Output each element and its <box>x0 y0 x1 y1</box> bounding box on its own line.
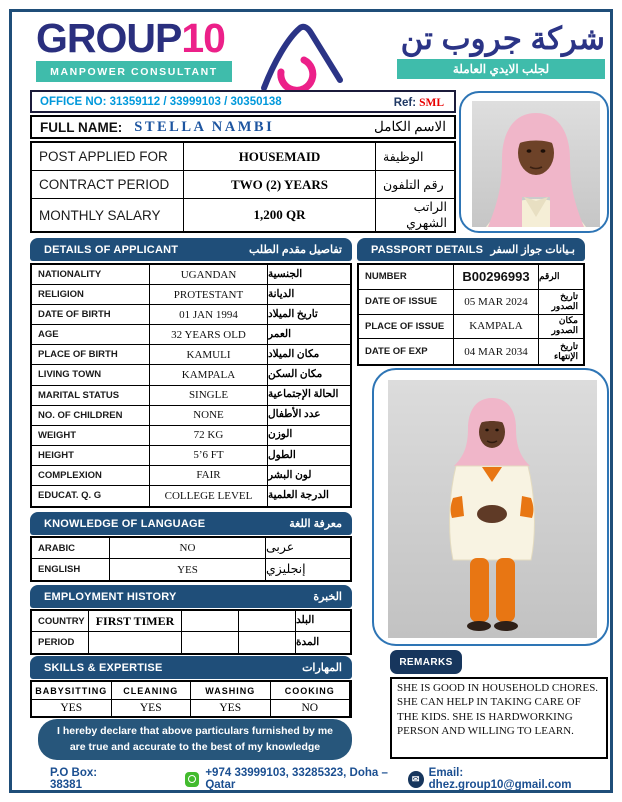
employment-section-header <box>30 585 352 608</box>
email-block <box>408 767 598 791</box>
employment-section-title-arabic: الخبرة <box>313 591 342 603</box>
applicant-row-value: NONE <box>150 406 268 426</box>
skills-column-header: BABYSITTING <box>32 682 112 700</box>
applicant-row-label: NATIONALITY <box>32 265 150 285</box>
applicant-row-arabic: العمر <box>268 325 350 345</box>
passport-row-arabic: الرقم <box>539 265 583 290</box>
employment-row-arabic: البلد <box>296 611 350 632</box>
passport-section-title: PASSPORT DETAILS <box>371 243 484 256</box>
applicant-row-value: KAMULI <box>150 345 268 365</box>
brand-tagline-band: MANPOWER CONSULTANT <box>36 61 232 82</box>
email-text: Email: dhez.group10@gmail.com <box>428 767 572 791</box>
applicant-row-label: NO. OF CHILDREN <box>32 406 150 426</box>
language-table <box>30 536 352 582</box>
brand-logo-word: GROUP <box>36 15 182 61</box>
applicant-row-value: 32 YEARS OLD <box>150 325 268 345</box>
applicant-row-arabic: مكان السكن <box>268 365 350 385</box>
position-row-label: MONTHLY SALARY <box>32 199 184 231</box>
full-name-arabic: الاسم الكامل <box>373 119 446 134</box>
full-name-label: FULL NAME: <box>40 119 123 135</box>
skills-value: YES <box>191 700 271 716</box>
skills-section-header <box>30 656 352 679</box>
skills-value: YES <box>112 700 192 716</box>
language-row-label: ENGLISH <box>32 559 110 580</box>
applicant-row-value: PROTESTANT <box>150 285 268 305</box>
applicant-row-arabic: الحالة الإجتماعية <box>268 386 350 406</box>
skills-section-title-arabic: المهارات <box>302 662 342 674</box>
employment-cell <box>239 611 296 632</box>
employment-table <box>30 609 352 655</box>
applicant-row-value: 5’6 FT <box>150 446 268 466</box>
applicant-row-label: PLACE OF BIRTH <box>32 345 150 365</box>
applicant-row-label: WEIGHT <box>32 426 150 446</box>
brand-arabic-name: شركة جروب تن <box>400 21 605 56</box>
passport-row-value: 04 MAR 2034 <box>454 339 539 364</box>
skills-value: YES <box>32 700 112 716</box>
language-section-title: KNOWLEDGE OF LANGUAGE <box>44 517 206 530</box>
passport-row-value: 05 MAR 2024 <box>454 290 539 315</box>
ref-value: SML <box>419 96 444 109</box>
ref-badge <box>394 93 444 111</box>
full-name-row <box>30 115 456 139</box>
position-row-label: CONTRACT PERIOD <box>32 171 184 199</box>
employment-cell <box>89 632 182 653</box>
office-row <box>30 90 456 113</box>
full-name-value: STELLA NAMBI <box>134 118 275 135</box>
passport-section-title-arabic: بـيانات جواز السفر <box>490 244 575 256</box>
applicant-row-label: RELIGION <box>32 285 150 305</box>
email-icon: ✉ <box>408 771 424 788</box>
fullbody-photo-frame <box>372 368 609 646</box>
applicant-row-arabic: عدد الأطفال <box>268 406 350 426</box>
employment-cell: FIRST TIMER <box>89 611 182 632</box>
language-row-arabic: إنجليزي <box>266 561 306 576</box>
applicant-section-title-arabic: تفاصيل مقدم الطلب <box>249 244 342 256</box>
office-numbers: OFFICE NO: 31359112 / 33999103 / 30350138 <box>40 95 282 108</box>
applicant-row-label: COMPLEXION <box>32 466 150 486</box>
passport-table <box>357 263 585 366</box>
employment-cell <box>182 632 239 653</box>
applicant-row-label: EDUCAT. Q. G <box>32 486 150 506</box>
passport-number-value: B00296993 <box>454 265 539 290</box>
applicant-row-value: 01 JAN 1994 <box>150 305 268 325</box>
position-row-arabic: الوظيفة <box>376 143 454 171</box>
passport-row-label: DATE OF EXP <box>359 339 454 364</box>
language-row-arabic: عربى <box>266 538 350 559</box>
applicant-section-header <box>30 238 352 261</box>
applicant-row-value: FAIR <box>150 466 268 486</box>
position-row-value: TWO (2) YEARS <box>184 171 376 199</box>
applicant-row-value: SINGLE <box>150 386 268 406</box>
position-row-label: POST APPLIED FOR <box>32 143 184 171</box>
skills-value: NO <box>271 700 351 716</box>
footer <box>22 766 602 792</box>
declaration-banner: I hereby declare that above particulars furnished by me are true and accurate to the best of my knowledge <box>38 719 352 760</box>
brand-logo <box>36 15 241 82</box>
po-box-text: P.O Box: 38381 <box>50 767 98 791</box>
employment-cell <box>182 611 239 632</box>
skills-column-header: CLEANING <box>112 682 192 700</box>
applicant-row-arabic: الديانة <box>268 285 350 305</box>
brand-mark-icon <box>258 20 346 94</box>
applicant-row-label: MARITAL STATUS <box>32 386 150 406</box>
brand-logo-number: 10 <box>181 15 225 61</box>
skills-column-header: WASHING <box>191 682 271 700</box>
position-row-value: HOUSEMAID <box>184 143 376 171</box>
phone-text: +974 33999103, 33285323, Doha – Qatar <box>205 767 388 791</box>
applicant-row-arabic: الطول <box>268 446 350 466</box>
passport-row-value: KAMPALA <box>454 315 539 340</box>
applicant-row-arabic: تاريخ الميلاد <box>268 305 350 325</box>
fullbody-photo <box>388 380 597 638</box>
applicant-row-label: DATE OF BIRTH <box>32 305 150 325</box>
applicant-row-arabic: الوزن <box>268 426 350 446</box>
applicant-row-value: UGANDAN <box>150 265 268 285</box>
skills-section-title: SKILLS & EXPERTISE <box>44 661 163 674</box>
applicant-row-label: LIVING TOWN <box>32 365 150 385</box>
brand-logo-wordmark <box>36 15 241 61</box>
passport-row-arabic: مكان الصدور <box>539 315 583 340</box>
position-row-value: 1,200 QR <box>184 199 376 231</box>
employment-row-arabic: المدة <box>296 636 320 648</box>
applicant-table <box>30 263 352 508</box>
employment-row-label: PERIOD <box>32 632 89 653</box>
whatsapp-icon <box>185 772 199 787</box>
applicant-row-value: 72 KG <box>150 426 268 446</box>
language-row-value: NO <box>110 538 266 559</box>
skills-column-header: COOKING <box>271 682 351 700</box>
position-row-arabic: الراتب الشهري <box>406 200 447 230</box>
position-table <box>30 141 456 233</box>
language-section-title-arabic: معرفة اللغة <box>289 518 342 530</box>
language-row-value: YES <box>110 559 266 580</box>
remarks-box: SHE IS GOOD IN HOUSEHOLD CHORES. SHE CAN HELP IN TAKING CARE OF THE KIDS. SHE IS HARDWORKING PERSON AND WILLING TO LEARN. <box>390 677 608 759</box>
applicant-row-label: AGE <box>32 325 150 345</box>
language-row-label: ARABIC <box>32 538 110 559</box>
applicant-row-arabic: الدرجة العلمية <box>268 490 329 502</box>
employment-section-title: EMPLOYMENT HISTORY <box>44 590 177 603</box>
position-row-arabic: رقم التلفون <box>376 171 454 199</box>
applicant-row-label: HEIGHT <box>32 446 150 466</box>
applicant-row-value: COLLEGE LEVEL <box>150 486 268 506</box>
remarks-button: REMARKS <box>390 650 462 674</box>
brand-arabic <box>372 20 605 79</box>
headshot-photo-frame <box>459 91 609 233</box>
applicant-row-arabic: مكان الميلاد <box>268 345 350 365</box>
employment-cell <box>239 632 296 653</box>
ref-label: Ref: <box>393 96 417 109</box>
passport-row-label: DATE OF ISSUE <box>359 290 454 315</box>
passport-row-arabic: تاريخ الصدور <box>539 290 583 315</box>
applicant-row-arabic: لون البشر <box>268 466 350 486</box>
applicant-section-title: DETAILS OF APPLICANT <box>44 243 179 256</box>
employment-row-label: COUNTRY <box>32 611 89 632</box>
phone-block <box>185 767 407 791</box>
passport-row-label: NUMBER <box>359 265 454 290</box>
headshot-photo <box>472 101 600 227</box>
language-section-header <box>30 512 352 535</box>
brand-arabic-tagline-band: لجلب الايدي العاملة <box>397 59 605 79</box>
passport-section-header <box>357 238 585 261</box>
applicant-row-arabic: الجنسية <box>268 265 350 285</box>
skills-table <box>30 680 352 718</box>
passport-row-label: PLACE OF ISSUE <box>359 315 454 340</box>
applicant-row-value: KAMPALA <box>150 365 268 385</box>
passport-row-arabic: تاريخ الإنتهاء <box>554 340 578 361</box>
